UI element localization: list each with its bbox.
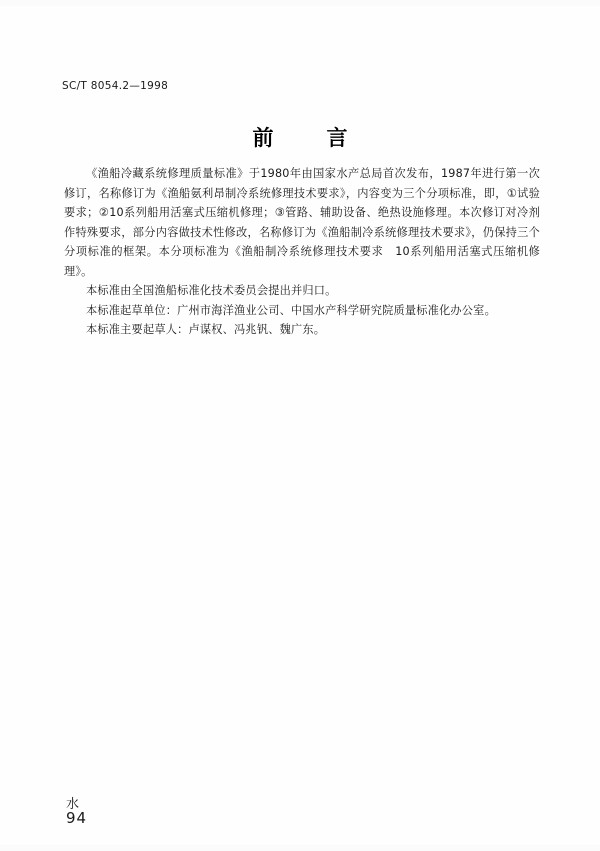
footer-mark-glyph: 水 xyxy=(66,797,80,812)
foreword-body xyxy=(64,164,540,340)
page-bottom-edge xyxy=(0,845,600,851)
paragraph: 《渔船冷藏系统修理质量标准》于1980年由国家水产总局首次发布，1987年进行第一次修订，名称修订为《渔船氨利昂制冷系统修理技术要求》，内容变为三个分项标准，即，①试验要求；②10系列船用活塞式压缩机修理；③管路、辅助设备、绝热设施修理。本次修订对冷剂作特殊要求，部分内容做技术性修改，名称修订为《渔船制冷系统修理技术要求》，仍保持三个分项标准的框架。本分项标准为《渔船制冷系统修理技术要求 10系列船用活塞式压缩机修理》。 xyxy=(64,167,540,278)
paragraph: 本标准主要起草人：卢谋权、冯兆钒、魏广东。 xyxy=(86,323,326,336)
paragraph: 本标准起草单位：广州市海洋渔业公司、中国水产科学研究院质量标准化办公室。 xyxy=(86,303,496,317)
page-footer xyxy=(66,798,87,825)
page-top-edge xyxy=(0,0,600,6)
page-number: 94 xyxy=(66,809,88,827)
paragraph: 本标准由全国渔船标准化技术委员会提出并归口。 xyxy=(86,284,337,297)
standard-number: SC/T 8054.2—1998 xyxy=(62,80,169,92)
page-title: 前 言 xyxy=(252,126,364,150)
